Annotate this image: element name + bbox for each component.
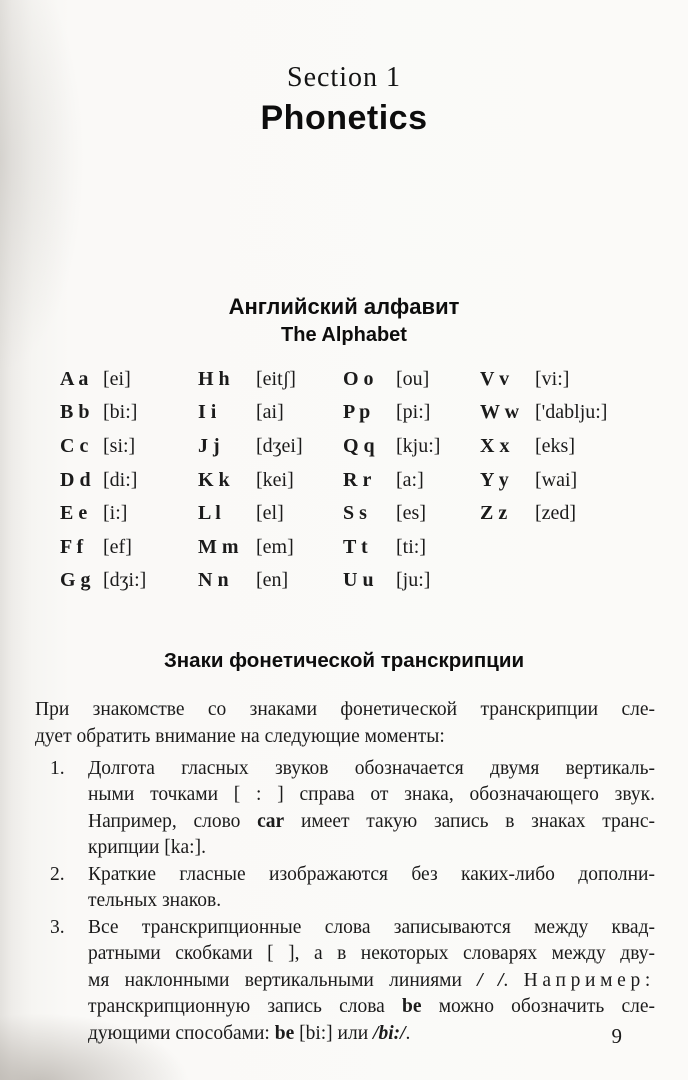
text-line: Краткие гласные изображаются без каких-либо дополни-: [88, 863, 655, 885]
letter-pair: V v: [480, 367, 510, 390]
transcription: [pi:]: [396, 401, 431, 424]
alphabet-entry: [60, 469, 198, 503]
letter-pair: L l: [198, 502, 221, 525]
transcription: [i:]: [103, 502, 128, 525]
list-item-3: [35, 915, 655, 1048]
alphabet-entry: [198, 368, 343, 402]
bold-word: be: [274, 1022, 295, 1044]
slash-marks: / /: [477, 969, 504, 991]
alphabet-column-3: [343, 368, 480, 603]
text-line: мя наклонными вертикальными линиями / /. Например:: [88, 969, 655, 991]
letter-pair: O o: [343, 367, 374, 390]
letter-pair: Q q: [343, 435, 375, 458]
letter-pair: M m: [198, 535, 239, 558]
transcription: [kju:]: [396, 435, 441, 458]
letter-pair: B b: [60, 401, 90, 424]
text-line: транскрипционную запись слова be можно обозначить сле-: [88, 996, 655, 1018]
letter-pair: S s: [343, 502, 367, 525]
letter-pair: T t: [343, 535, 368, 558]
transcription: [eks]: [535, 435, 575, 458]
alphabet-entry: [480, 502, 628, 536]
emphasized-word: Например:: [523, 969, 655, 991]
transcription: [dʒei]: [256, 435, 303, 458]
transcription: [kei]: [256, 468, 294, 491]
alphabet-entry: [60, 536, 198, 570]
transcription: [ou]: [396, 367, 430, 390]
letter-pair: J j: [198, 435, 220, 458]
transcription: [a:]: [396, 468, 424, 491]
alphabet-entry: [343, 502, 480, 536]
letter-pair: X x: [480, 435, 510, 458]
alphabet-entry: [60, 368, 198, 402]
text-line: дует обратить внимание на следующие моменты:: [35, 726, 445, 748]
letter-pair: Z z: [480, 502, 508, 525]
transcription: [es]: [396, 502, 426, 525]
alphabet-entry: [198, 569, 343, 603]
transcription: [el]: [256, 502, 284, 525]
letter-pair: N n: [198, 569, 229, 592]
letter-pair: F f: [60, 535, 84, 558]
list-item-1: [35, 756, 655, 862]
text-line: ратными скобками [ ], а в некоторых словарях между дву-: [88, 943, 655, 965]
transcription-signs-heading: Знаки фонетической транскрипции: [163, 649, 525, 673]
alphabet-entry: [198, 435, 343, 469]
alphabet-entry: [343, 569, 480, 603]
alphabet-entry: [60, 569, 198, 603]
transcription: ['dablju:]: [535, 401, 608, 424]
alphabet-entry: [60, 502, 198, 536]
alphabet-entry: [60, 401, 198, 435]
transcription: [ei]: [103, 367, 131, 390]
transcription: [em]: [256, 535, 294, 558]
list-item-2: [35, 862, 655, 915]
transcription: [si:]: [103, 435, 136, 458]
text-line: дующими способами: be [bi:] или /bi:/.: [88, 1022, 411, 1044]
text-line: Например, слово car имеет такую запись в знаках транс-: [88, 810, 655, 832]
alphabet-entry: [480, 401, 628, 435]
text-line: крипции [ka:].: [88, 837, 206, 859]
letter-pair: W w: [480, 401, 520, 424]
slash-transcription: /bi:/: [373, 1022, 406, 1044]
transcription: [ef]: [103, 535, 132, 558]
transcription: [dʒi:]: [103, 569, 147, 592]
alphabet-heading-english: The Alphabet: [281, 323, 407, 346]
list-number: 1.: [50, 757, 65, 779]
letter-pair: I i: [198, 401, 217, 424]
alphabet-column-1: [60, 368, 198, 603]
alphabet-entry: [480, 469, 628, 503]
alphabet-entry: [198, 469, 343, 503]
transcription: [zed]: [535, 502, 577, 525]
letter-pair: K k: [198, 468, 230, 491]
transcription: [wai]: [535, 468, 578, 491]
transcription: [vi:]: [535, 367, 570, 390]
transcription: [bi:]: [103, 401, 138, 424]
transcription: [di:]: [103, 468, 138, 491]
alphabet-heading-russian: Английский алфавит: [228, 293, 460, 319]
letter-pair: H h: [198, 367, 230, 390]
alphabet-entry: [198, 401, 343, 435]
alphabet-entry: [343, 368, 480, 402]
list-number: 2.: [50, 863, 65, 885]
alphabet-entry: [343, 469, 480, 503]
numbered-list: [35, 756, 655, 1048]
letter-pair: C c: [60, 435, 89, 458]
intro-paragraph: [35, 696, 655, 751]
letter-pair: E e: [60, 502, 88, 525]
page-title: Phonetics: [260, 99, 428, 138]
text-line: При знакомстве со знаками фонетической транскрипции сле-: [35, 698, 655, 720]
letter-pair: R r: [343, 468, 372, 491]
text-line: ными точками [ : ] справа от знака, обозначающего звук.: [88, 784, 655, 806]
alphabet-entry: [480, 368, 628, 402]
alphabet-entry: [480, 435, 628, 469]
bold-word: be: [402, 996, 422, 1018]
text-line: Долгота гласных звуков обозначается двумя вертикаль-: [88, 757, 655, 779]
transcription: [ai]: [256, 401, 284, 424]
letter-pair: P p: [343, 401, 371, 424]
alphabet-column-4: [480, 368, 628, 603]
alphabet-entry: [343, 435, 480, 469]
alphabet-entry: [343, 401, 480, 435]
letter-pair: D d: [60, 468, 91, 491]
alphabet-entry: [198, 502, 343, 536]
alphabet-entry: [60, 435, 198, 469]
transcription: [ti:]: [396, 535, 426, 558]
letter-pair: Y y: [480, 468, 509, 491]
page-number: 9: [611, 1024, 622, 1048]
alphabet-table: [60, 368, 655, 603]
letter-pair: G g: [60, 569, 91, 592]
bold-word: car: [257, 810, 285, 832]
transcription: [eitʃ]: [256, 367, 296, 390]
section-label: Section 1: [287, 62, 401, 93]
text-line: Все транскрипционные слова записываются между квад-: [88, 916, 655, 938]
transcription: [ju:]: [396, 569, 431, 592]
letter-pair: U u: [343, 569, 374, 592]
transcription: [en]: [256, 569, 289, 592]
alphabet-entry: [343, 536, 480, 570]
text-line: тельных знаков.: [88, 890, 222, 912]
letter-pair: A a: [60, 367, 89, 390]
alphabet-column-2: [198, 368, 343, 603]
alphabet-entry: [198, 536, 343, 570]
list-number: 3.: [50, 916, 65, 938]
